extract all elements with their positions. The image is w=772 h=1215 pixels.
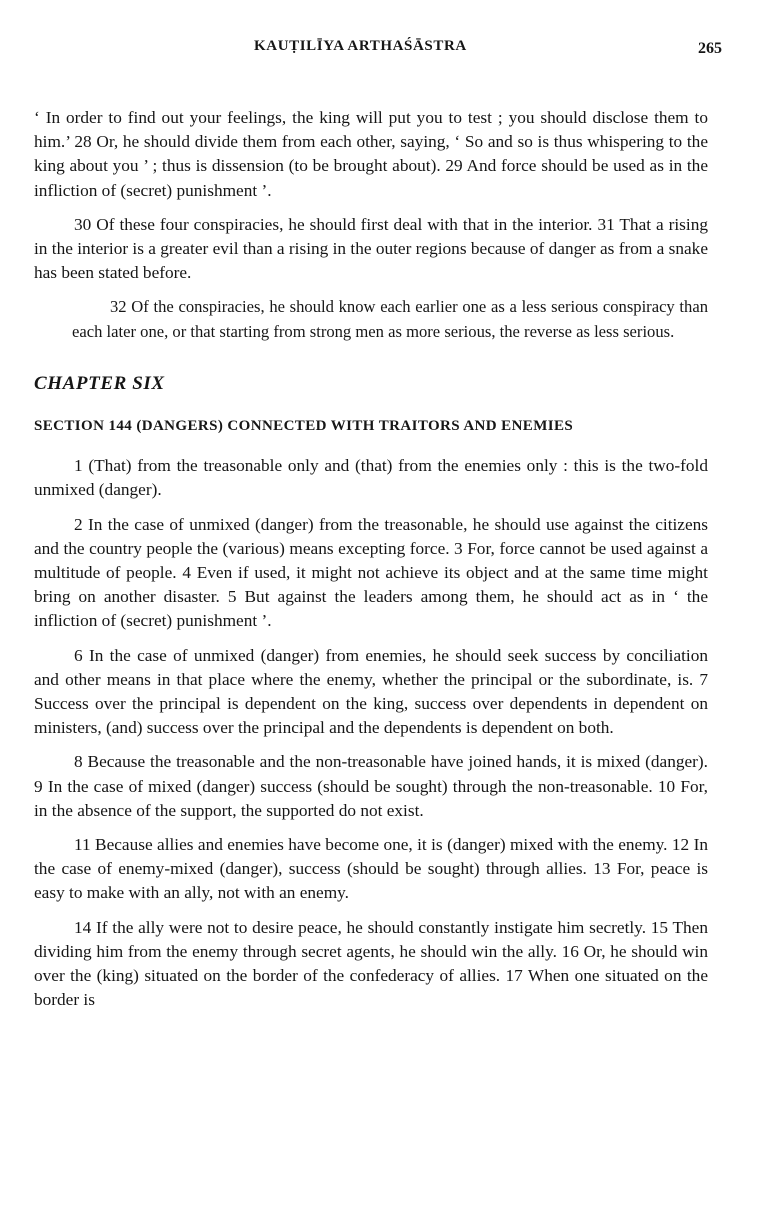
chapter-title: CHAPTER SIX [34,372,165,394]
paragraph: 6 In the case of unmixed (danger) from enemies, he should seek success by conciliation and other means in that place where the enemy, whether the principal or the subordinate, is. 7 Success over the principal is dependent on the king, success over dependents in dependent on ministers, (and) success over the principal and the dependents is dependent on both. [34,645,708,738]
paragraph: 8 Because the treasonable and the non-treasonable have joined hands, it is mixed (danger). 9 In the case of mixed (danger) success (should be sought) through the non-treasonable. 10 For, in the absence of the support, the supported do not exist. [34,752,708,820]
paragraph: 1 (That) from the treasonable only and (that) from the enemies only : this is the two-fold unmixed (danger). [34,456,708,500]
paragraph: 14 If the ally were not to desire peace, he should constantly instigate him secretly. 15 Then dividing him from the enemy through secret agents, he should win the ally. 16 Or, he should win over the (king) situated on the border of the confederacy of allies. 17 When one situated on the border is [34,917,708,1010]
paragraph: 2 In the case of unmixed (danger) from the treasonable, he should use against the citizens and the country people the (various) means excepting force. 3 For, force cannot be used against a multitude of people. 4 Even if used, it might not achieve its object and at the same time might bring on another disaster. 5 But against the leaders among them, he should act as in ‘ the infliction of (secret) punishment ’. [34,514,708,631]
verse-paragraph: 32 Of the conspiracies, he should know each earlier one as a less serious conspiracy than each later one, or that starting from strong men as more serious, the reverse as less serious. [72,297,708,341]
paragraph: 11 Because allies and enemies have become one, it is (danger) mixed with the enemy. 12 In the case of enemy-mixed (danger), success (should be sought) through allies. 13 For, peace is easy to make with an ally, not with an enemy. [34,835,708,903]
paragraph: 30 Of these four conspiracies, he should first deal with that in the interior. 31 That a rising in the interior is a greater evil than a rising in the outer regions because of danger as from a snake has been stated before. [34,214,708,283]
running-title: KAUṬILĪYA ARTHAŚĀSTRA [254,38,467,54]
page-number: 265 [698,40,722,57]
section-heading: SECTION 144 (DANGERS) CONNECTED WITH TRAITORS AND ENEMIES [34,418,574,435]
page-body [34,106,708,1023]
running-header [34,38,722,62]
paragraph: ‘ In order to find out your feelings, the king will put you to test ; you should disclose them to him.’ 28 Or, he should divide them from each other, saying, ‘ So and so is thus whispering to the king about you ’ ; thus is dissension (to be brought about). 29 And force should be used as in the infliction of (secret) punishment ’. [34,108,708,200]
